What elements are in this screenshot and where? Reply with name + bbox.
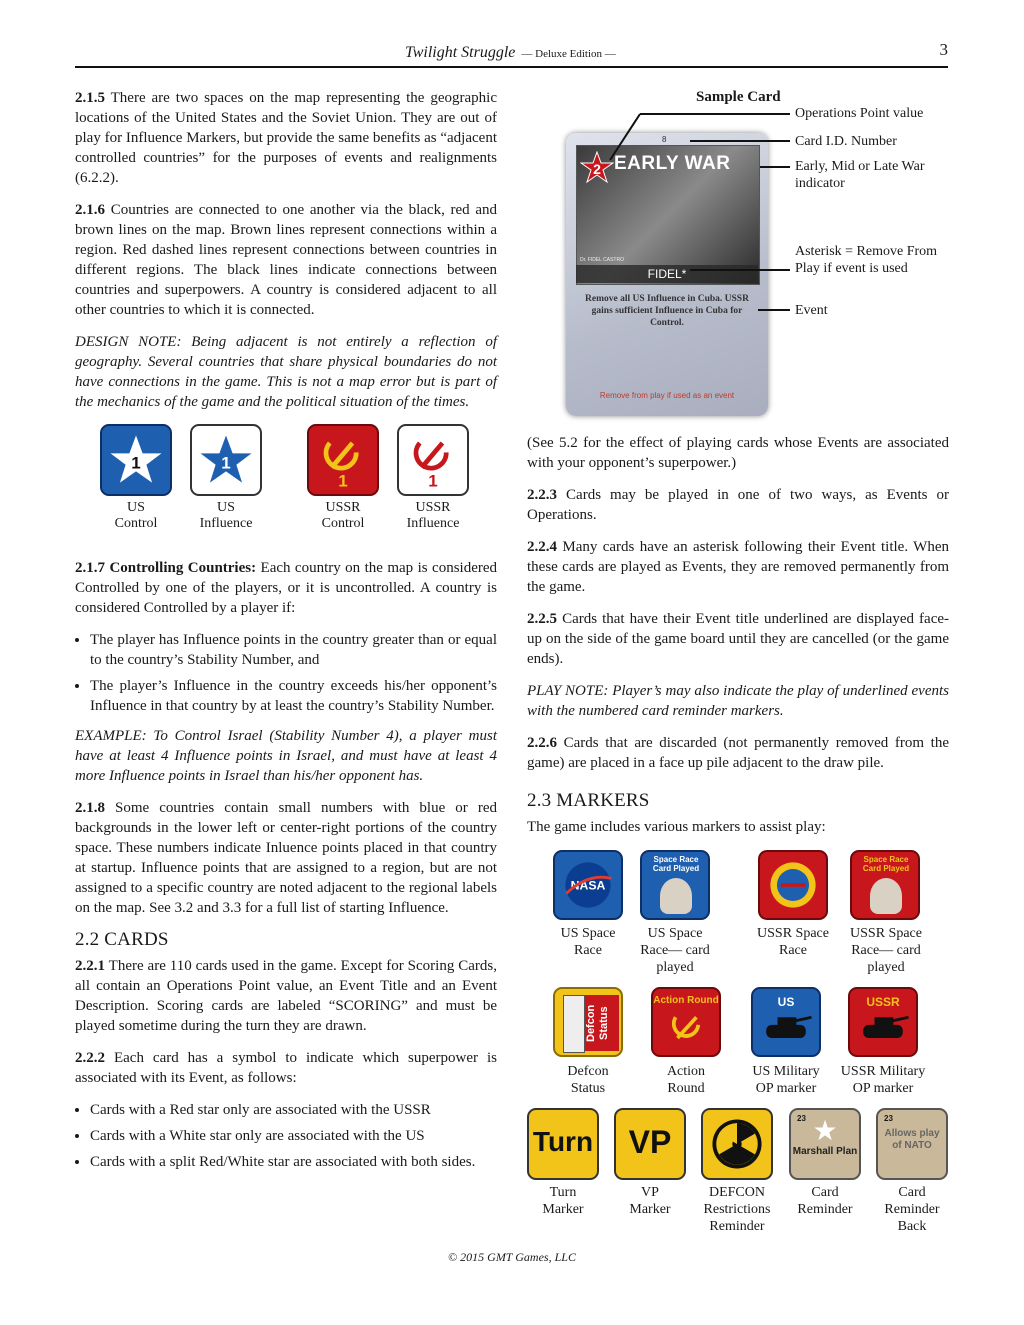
page-footer: © 2015 GMT Games, LLC	[448, 1250, 576, 1264]
para-2-2-3: 2.2.3 Cards may be played in one of two ways, as Events or Operations.	[527, 487, 949, 523]
callout-event: Event	[795, 303, 828, 318]
card-reminder-back-marker	[876, 1108, 948, 1180]
marker-caption: Card Reminder	[797, 1185, 853, 1217]
reminder-number: 23	[797, 1114, 806, 1123]
para-2-1-8: 2.1.8 Some countries contain small numbers with blue or red backgrounds in the lower left or center-right portions of the country space. These numbers indicate Inluence points placed in that country at startup. Influence points that are assigned to a region, but are not assigned to a specific country are noted adjacent to the regional labels on the map. See 3.2 and 3.3 for a full list of starting Influence.	[75, 800, 497, 916]
para-2-2-5: 2.2.5 Cards that have their Event title underlined are displayed face-up on the side of the game board until they are cancelled (or the game ends).	[527, 611, 950, 667]
callout-lines	[590, 100, 800, 330]
us-control-marker	[100, 424, 172, 496]
us-influence-marker	[190, 424, 262, 496]
marker-caption: US Influence	[199, 500, 253, 531]
marker-caption: US Control	[114, 500, 158, 531]
ussr-control-marker	[307, 424, 379, 496]
marker-label: USSR	[866, 995, 900, 1009]
svg-text:1: 1	[131, 453, 141, 473]
reminder-number: 23	[884, 1114, 893, 1123]
para-2-1-7: 2.1.7 Controlling Countries: Each country on the map is considered Controlled by one of the players, or it is uncontrolled. A country is considered Controlled by a player if:	[75, 560, 498, 616]
callout-era: Early, Mid or Late War indicator	[795, 159, 925, 191]
marker-label: US	[777, 995, 795, 1009]
card-event-text: Remove all US Influence in Cuba. USSR gains sufficient Influence in Cuba for Control.	[585, 294, 749, 328]
list-item: • Cards with a White star only are associated with the US	[90, 1126, 497, 1146]
cosmonaut-icon	[870, 878, 902, 914]
svg-text:2: 2	[593, 161, 601, 177]
marker-caption: Defcon Status	[567, 1064, 609, 1096]
control-rules-list	[75, 630, 497, 716]
marker-caption: Action Round	[666, 1064, 706, 1096]
page-header	[75, 40, 948, 68]
marker-caption: USSR Space Race	[757, 926, 829, 958]
radiation-icon	[703, 1110, 771, 1178]
sample-card-title: Sample Card	[696, 89, 781, 105]
us-space-race-marker	[553, 850, 623, 920]
card-event-title: FIDEL*	[576, 265, 758, 283]
nasa-logo-icon	[555, 852, 621, 918]
defcon-status-marker	[553, 987, 623, 1057]
para-2-2-4: 2.2.4 Many cards have an asterisk following their Event title. When these cards are played as Events, they are removed permanently from the game.	[527, 539, 950, 595]
page-number: 3	[939, 40, 948, 59]
marker-label: Marshall Plan	[792, 1146, 858, 1157]
tank-icon	[753, 989, 819, 1055]
hammer-sickle-icon	[309, 426, 377, 494]
rocket-icon	[563, 995, 585, 1053]
callout-ops: Operations Point value	[795, 106, 924, 121]
marker-label: Allows play of NATO	[884, 1128, 940, 1151]
marker-caption: US Space Race— card played	[640, 926, 710, 975]
card-symbol-list	[75, 1100, 497, 1172]
header-title: Twilight Struggle — Deluxe Edition —	[405, 44, 616, 61]
ussr-military-op-marker	[848, 987, 918, 1057]
blue-star-icon	[192, 426, 260, 494]
para-2-2-2: 2.2.2 Each card has a symbol to indicate which superpower is associated with its Event, as follows:	[75, 1050, 497, 1086]
marker-label: Space Race Card Played	[862, 855, 910, 873]
card-era: EARLY WAR	[614, 153, 731, 174]
svg-text:1: 1	[428, 471, 438, 491]
example-note: EXAMPLE: To Control Israel (Stability Number 4), a player must have at least 4 Influence points in Israel, and must have at least 4 more Influence points in Israel than his/her opponent has.	[75, 728, 497, 784]
hammer-sickle-icon	[399, 426, 467, 494]
para-2-1-5: 2.1.5 There are two spaces on the map representing the geographic locations of the United States and the Soviet Union. They are out of play for Influence Markers, but provide the same benefits as “adjacent controlled countries” for the purposes of events and realignments (6.2.2).	[75, 90, 497, 186]
design-note: DESIGN NOTE: Being adjacent is not entirely a reflection of geography. Several countries that share physical boundaries do not have connections in the game. This is not a map error but is part of the mechanics of the game and the political situation of the times.	[75, 334, 497, 410]
callout-asterisk: Asterisk = Remove From Play if event is used	[795, 244, 938, 276]
soviet-space-emblem-icon	[760, 852, 826, 918]
marker-caption: US Space Race	[560, 926, 616, 958]
marker-label: Space Race Card Played	[652, 855, 700, 873]
para-see-5-2: (See 5.2 for the effect of playing cards whose Events are associated with your opponent’s superpower.)	[527, 435, 949, 471]
list-item: • Cards with a split Red/White star are associated with both sides.	[90, 1152, 497, 1172]
svg-text:1: 1	[338, 471, 348, 491]
marker-label: VP	[628, 1124, 672, 1160]
star-icon: ★	[812, 1116, 838, 1147]
header-subtitle: — Deluxe Edition —	[521, 48, 616, 60]
para-2-2-1: 2.2.1 There are 110 cards used in the game. Except for Scoring Cards, all contain an Operations Point value, an Event Title and an Event Description. Scoring cards are labeled “SCORING” and must be played sometime during the turn they are drawn.	[75, 958, 497, 1034]
marker-caption: Turn Marker	[542, 1185, 584, 1217]
left-column	[75, 88, 497, 1182]
marker-caption: USSR Control	[321, 500, 365, 531]
marker-caption: USSR Space Race— card played	[850, 926, 922, 975]
astronaut-icon	[660, 878, 692, 914]
right-column	[527, 433, 949, 849]
ussr-influence-marker	[397, 424, 469, 496]
marker-label: Defcon Status	[585, 995, 619, 1051]
marker-caption: US Military OP marker	[752, 1064, 820, 1096]
marker-caption: DEFCON Restrictions Reminder	[703, 1185, 771, 1234]
svg-text:NASA: NASA	[570, 878, 606, 893]
list-item: • The player has Influence points in the country greater than or equal to the country’s Stability Number, and	[90, 630, 497, 670]
callout-id: Card I.D. Number	[795, 134, 897, 149]
svg-text:1: 1	[221, 453, 231, 473]
action-round-marker	[651, 987, 721, 1057]
list-item: • Cards with a Red star only are associated with the USSR	[90, 1100, 497, 1120]
marker-label: Turn	[532, 1126, 594, 1157]
vp-marker	[614, 1108, 686, 1180]
play-note: PLAY NOTE: Player’s may also indicate the play of underlined events with the numbered card reminder markers.	[527, 683, 949, 719]
card-id-number: 8	[662, 135, 667, 144]
us-military-op-marker	[751, 987, 821, 1057]
hammer-sickle-icon	[653, 989, 719, 1055]
defcon-restrictions-marker	[701, 1108, 773, 1180]
marker-caption: USSR Influence	[406, 500, 460, 531]
photo-credit: Dr. FIDEL CASTRO	[580, 257, 624, 263]
ussr-space-race-played-marker	[850, 850, 920, 920]
marker-caption: USSR Military OP marker	[840, 1064, 926, 1096]
para-2-2-6: 2.2.6 Cards that are discarded (not permanently removed from the game) are placed in a face up pile adjacent to the draw pile.	[527, 735, 949, 771]
section-heading-markers: 2.3 MARKERS	[527, 790, 650, 811]
section-heading-cards: 2.2 CARDS	[75, 929, 169, 950]
white-star-icon	[102, 426, 170, 494]
tank-icon	[850, 989, 916, 1055]
influence-markers	[75, 424, 497, 544]
card-remove-note: Remove from play if used as an event	[599, 391, 735, 400]
card-reminder-marker	[789, 1108, 861, 1180]
ussr-space-race-marker	[758, 850, 828, 920]
para-2-3: The game includes various markers to assist play:	[527, 819, 826, 835]
list-item: • The player’s Influence in the country exceeds his/her opponent’s Influence in that country by at least the country’s Stability Number.	[90, 676, 497, 716]
para-2-1-6: 2.1.6 Countries are connected to one another via the black, red and brown lines on the map. Brown lines represent connections within a region. Red dashed lines represent connections between countries in different regions. The black lines indicate connections between countries and superpowers. A country is considered adjacent to all other countries to which it is connected.	[75, 202, 497, 318]
marker-caption: VP Marker	[629, 1185, 671, 1217]
turn-marker	[527, 1108, 599, 1180]
us-space-race-played-marker	[640, 850, 710, 920]
marker-caption: Card Reminder Back	[884, 1185, 940, 1234]
marker-label: Action Round	[653, 995, 719, 1006]
